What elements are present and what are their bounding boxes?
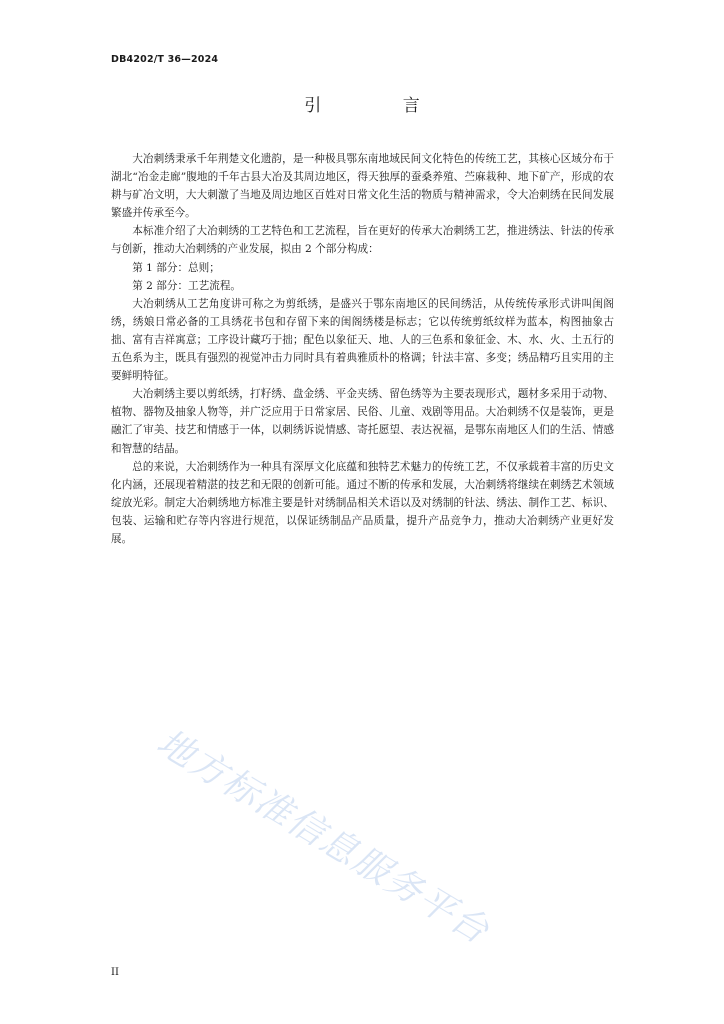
paragraph: 总的来说，大冶刺绣作为一种具有深厚文化底蕴和独特艺术魅力的传统工艺，不仅承载着丰富的历史文化内涵，还展现着精湛的技艺和无限的创新可能。通过不断的传承和发展，大冶刺绣将继续在刺绣艺术领域绽放光彩。制定大冶刺绣地方标准主要是针对绣制品相关术语以及对绣制的针法、绣法、制作工艺、标识、包装、运输和贮存等内容进行规范，以保证绣制品产品质量，提升产品竞争力，推动大冶刺绣产业更好发展。 [111, 460, 614, 545]
document-code: DB4202/T 36—2024 [111, 54, 219, 65]
page-number: II [111, 967, 119, 978]
introduction-body [111, 150, 614, 548]
paragraph: 第 2 部分：工艺流程。 [132, 279, 242, 292]
paragraph: 本标准介绍了大冶刺绣的工艺特色和工艺流程，旨在更好的传承大冶刺绣工艺，推进绣法、针法的传承与创新，推动大冶刺绣的产业发展，拟由 2 个部分构成： [111, 225, 614, 256]
watermark: 地方标准信息服务平台 [149, 721, 497, 953]
page-title: 引 言 [304, 96, 458, 116]
paragraph: 大冶刺绣从工艺角度讲可称之为剪纸绣，是盛兴于鄂东南地区的民间绣活，从传统传承形式讲叫闺阁绣，绣娘日常必备的工具绣花书包和存留下来的闺阁绣楼是标志；它以传统剪纸纹样为蓝本，构图抽象古拙、富有吉祥寓意；工序设计藏巧于拙；配色以象征天、地、人的三色系和象征金、木、水、火、土五行的五色系为主，既具有强烈的视觉冲击力同时具有着典雅质朴的格调；针法丰富、多变；绣品精巧且实用的主要鲜明特征。 [111, 297, 614, 383]
paragraph: 大冶刺绣主要以剪纸绣，打籽绣、盘金绣、平金夹绣、留色绣等为主要表现形式，题材多采用于动物、植物、器物及抽象人物等，并广泛应用于日常家居、民俗、儿童、戏剧等用品。大冶刺绣不仅是装饰，更是融汇了审美、技艺和情感于一体，以刺绣诉说情感、寄托愿望、表达祝福，是鄂东南地区人们的生活、情感和智慧的结晶。 [111, 388, 614, 455]
paragraph: 大冶刺绣秉承千年荆楚文化遗韵，是一种极具鄂东南地域民间文化特色的传统工艺，其核心区域分布于湖北“冶金走廊”腹地的千年古县大冶及其周边地区，得天独厚的蚕桑养殖、苎麻栽种、地下矿产，形成的农耕与矿冶文明，大大刺激了当地及周边地区百姓对日常文化生活的物质与精神需求，令大冶刺绣在民间发展繁盛并传承至今。 [111, 153, 614, 220]
paragraph: 第 1 部分：总则； [132, 261, 220, 274]
